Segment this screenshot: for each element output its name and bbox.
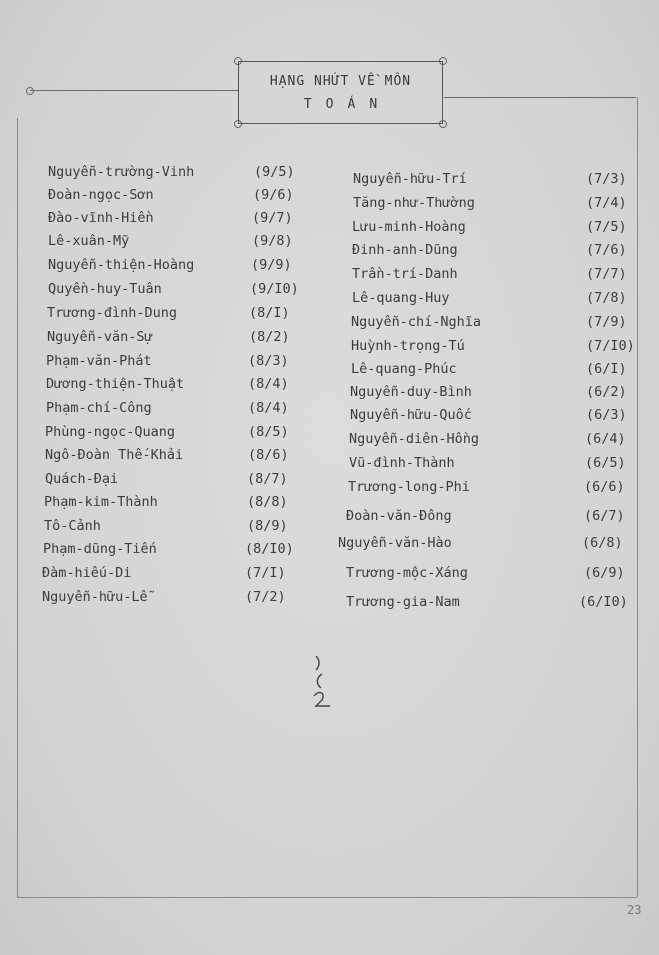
class-rank: (9/6): [253, 187, 294, 203]
class-rank: (7/I): [245, 565, 286, 581]
class-rank: (8/7): [247, 471, 288, 487]
class-rank: (7/2): [245, 589, 286, 605]
class-rank: (8/8): [247, 494, 288, 510]
student-name: Nguyễn-diên-Hồng: [349, 431, 480, 447]
student-name: Nguyễn-hữu-Trí: [353, 171, 467, 187]
student-name: Lưu-minh-Hoàng: [352, 219, 466, 235]
class-rank: (6/8): [582, 535, 623, 551]
class-rank: (7/6): [586, 242, 627, 258]
student-name: Lê-quang-Phúc: [351, 361, 457, 377]
student-name: Đàm-hiếu-Di: [42, 565, 132, 581]
student-name: Phạm-văn-Phát: [46, 353, 152, 369]
class-rank: (8/2): [249, 329, 290, 345]
student-name: Đoàn-ngọc-Sơn: [48, 187, 154, 203]
student-name: Phạm-chí-Công: [46, 400, 152, 416]
class-rank: (9/8): [252, 233, 293, 249]
student-name: Trương-đình-Dung: [47, 305, 178, 321]
student-name: Vũ-đình-Thành: [349, 455, 455, 471]
student-name: Tô-Cảnh: [44, 518, 101, 534]
class-rank: (8/5): [248, 424, 289, 440]
frame-top-right-line: [444, 97, 636, 98]
student-name: Nguyễn-văn-Sự: [47, 329, 153, 345]
class-rank: (7/4): [586, 195, 627, 211]
student-name: Trương-gia-Nam: [346, 594, 460, 610]
class-rank: (7/7): [586, 266, 627, 282]
class-rank: (9/I0): [250, 281, 299, 297]
student-name: Ngô-Đoàn Thế-Khải: [45, 447, 184, 463]
title-subject: TOÁN: [303, 97, 392, 112]
student-name: Nguyễn-duy-Bình: [350, 384, 472, 400]
class-rank: (6/7): [584, 508, 625, 524]
student-name: Lê-quang-Huy: [352, 290, 450, 306]
class-rank: (6/I0): [579, 594, 628, 610]
class-rank: (6/2): [586, 384, 627, 400]
frame-bottom-line: [17, 897, 637, 898]
page-number: 23: [627, 903, 642, 917]
student-name: Đào-vĩnh-Hiền: [48, 210, 154, 226]
student-name: Quyền-huy-Tuân: [48, 281, 162, 297]
title-box: [238, 61, 443, 124]
class-rank: (7/8): [586, 290, 627, 306]
class-rank: (7/I0): [586, 338, 635, 354]
student-name: Nguyễn-văn-Hào: [338, 535, 452, 551]
class-rank: (8/6): [248, 447, 289, 463]
class-rank: (7/5): [586, 219, 627, 235]
student-name: Huỳnh-trọng-Tú: [351, 338, 465, 354]
title-heading: HẠNG NHỨT VỀ MÔN: [269, 74, 412, 89]
student-name: Trương-long-Phi: [348, 479, 470, 495]
student-name: Phạm-dũng-Tiến: [43, 541, 157, 557]
frame-corner-dot: [26, 87, 34, 95]
frame-left-line: [17, 118, 18, 898]
student-name: Lê-xuân-Mỹ: [48, 233, 130, 249]
class-rank: (8/I0): [245, 541, 294, 557]
class-rank: (8/I): [249, 305, 290, 321]
class-rank: (6/3): [586, 407, 627, 423]
class-rank: (7/3): [586, 171, 627, 187]
student-name: Nguyễn-trường-Vinh: [48, 164, 195, 180]
frame-right-line: [637, 97, 638, 897]
class-rank: (6/4): [585, 431, 626, 447]
student-name: Đoàn-văn-Đông: [346, 508, 452, 524]
frame-top-left-line: [30, 90, 238, 91]
class-rank: (8/4): [248, 400, 289, 416]
student-name: Trương-mộc-Xáng: [346, 565, 468, 581]
student-name: Phùng-ngọc-Quang: [45, 424, 176, 440]
class-rank: (7/9): [586, 314, 627, 330]
student-name: Nguyễn-hữu-Lễ: [42, 589, 148, 605]
class-rank: (8/9): [247, 518, 288, 534]
student-name: Đinh-anh-Dũng: [352, 242, 458, 258]
class-rank: (6/5): [585, 455, 626, 471]
student-name: Nguyễn-chí-Nghĩa: [351, 314, 482, 330]
class-rank: (9/7): [252, 210, 293, 226]
student-name: Tăng-như-Thường: [353, 195, 475, 211]
class-rank: (9/9): [251, 257, 292, 273]
class-rank: (8/3): [248, 353, 289, 369]
student-name: Dương-thiện-Thuật: [46, 376, 185, 392]
class-rank: (6/9): [584, 565, 625, 581]
class-rank: (6/6): [584, 479, 625, 495]
student-name: Nguyễn-thiện-Hoàng: [48, 257, 195, 273]
handwritten-mark: [306, 654, 336, 710]
class-rank: (6/I): [586, 361, 627, 377]
student-name: Quách-Đại: [45, 471, 119, 487]
student-name: Trần-trí-Danh: [352, 266, 458, 282]
student-name: Phạm-kim-Thành: [44, 494, 158, 510]
class-rank: (9/5): [254, 164, 295, 180]
student-name: Nguyễn-hữu-Quốc: [350, 407, 472, 423]
class-rank: (8/4): [248, 376, 289, 392]
